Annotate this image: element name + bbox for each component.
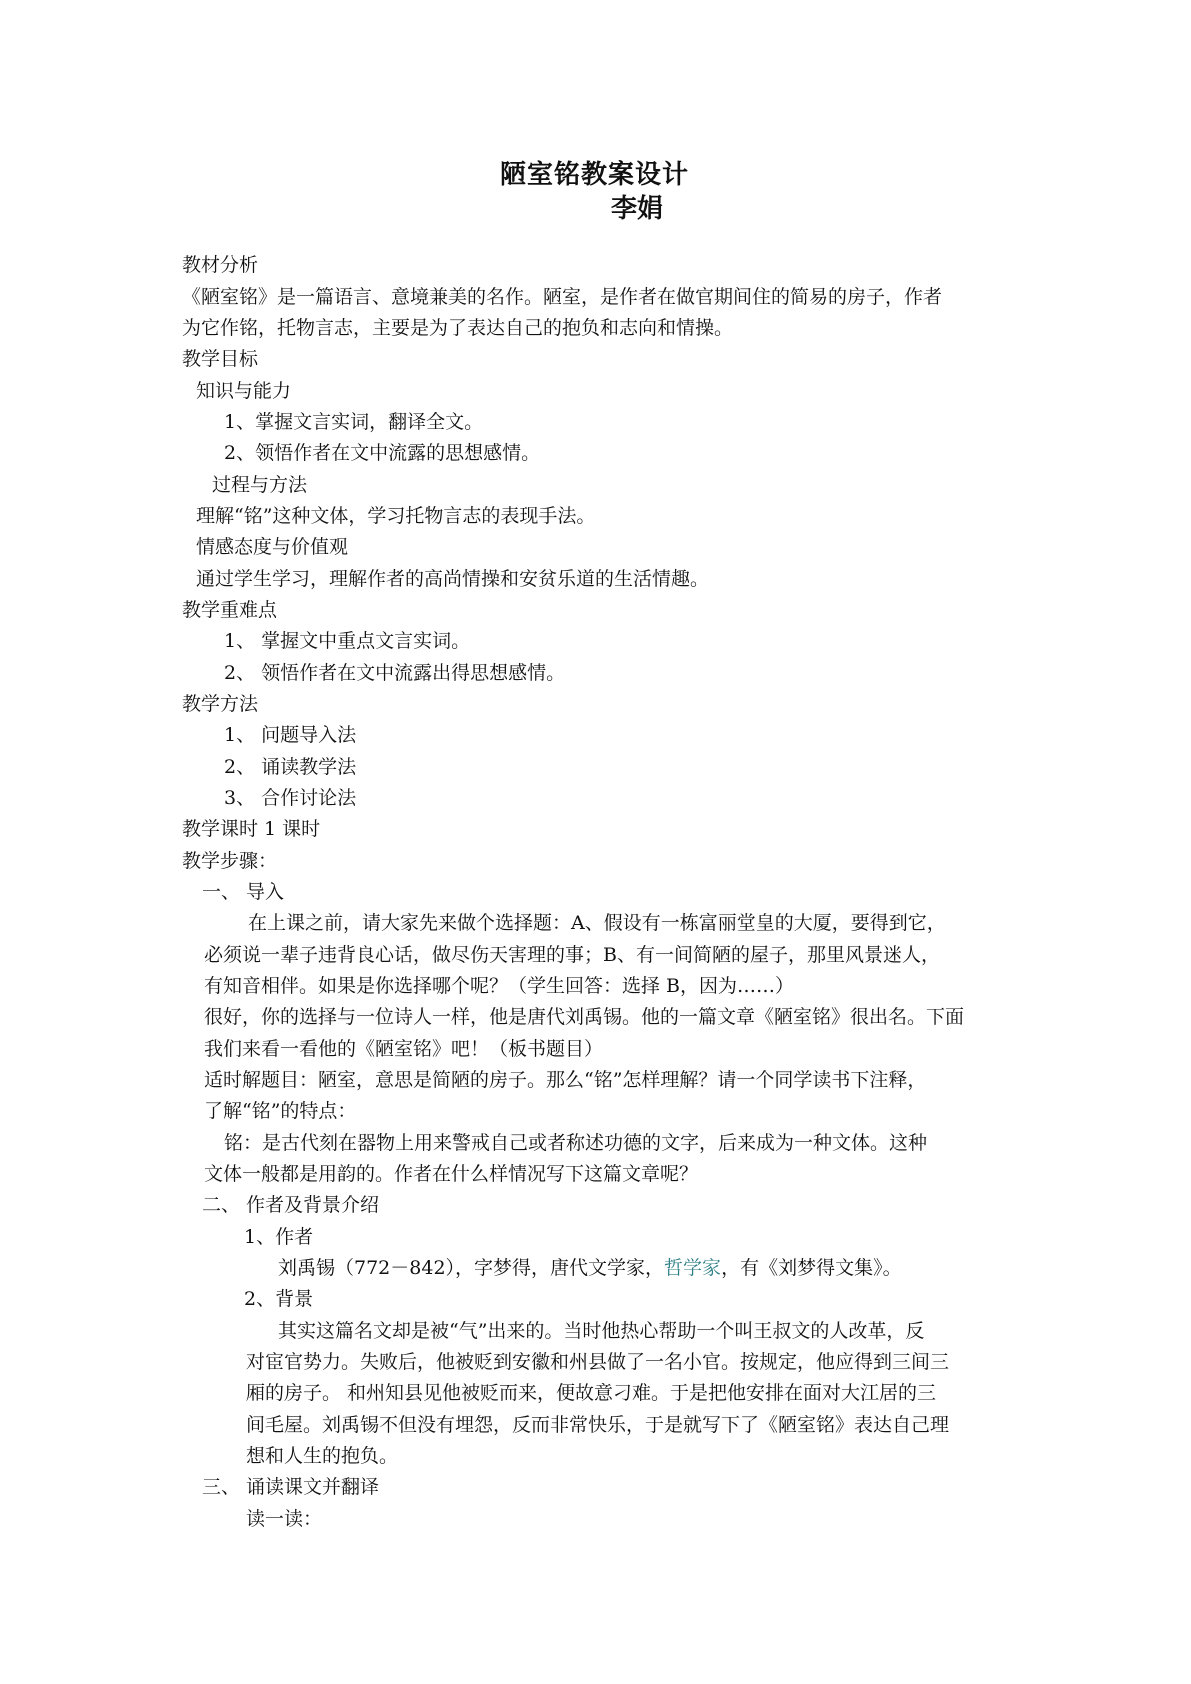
heading-teaching-goals: 教学目标	[182, 348, 259, 370]
paragraph-line: 铭：是古代刻在器物上用来警戒自己或者称述功德的文字，后来成为一种文体。这种	[224, 1132, 928, 1154]
heading-key-points: 教学重难点	[182, 599, 278, 621]
heading-teaching-steps: 教学步骤：	[182, 850, 278, 872]
list-item: 2、领悟作者在文中流露的思想感情。	[224, 442, 541, 464]
paragraph-line: 间毛屋。刘禹锡不但没有埋怨，反而非常快乐，于是就写下了《陋室铭》表达自己理	[246, 1414, 950, 1436]
section-heading-author-background: 二、 作者及背景介绍	[202, 1194, 380, 1216]
section-heading-intro: 一、 导入	[202, 881, 285, 903]
list-item: 2、 领悟作者在文中流露出得思想感情。	[224, 662, 566, 684]
paragraph-line: 在上课之前，请大家先来做个选择题：A、假设有一栋富丽堂皇的大厦，要得到它，	[248, 912, 946, 934]
paragraph-line: 了解“铭”的特点：	[204, 1100, 357, 1122]
subheading-author: 1、作者	[244, 1226, 314, 1248]
paragraph-line: 很好，你的选择与一位诗人一样，他是唐代刘禹锡。他的一篇文章《陋室铭》很出名。下面	[204, 1006, 965, 1028]
author-name: 李娟	[611, 194, 664, 224]
subheading-read: 读一读：	[246, 1508, 323, 1530]
section-heading-reading: 三、 诵读课文并翻译	[202, 1476, 380, 1498]
philosopher-link[interactable]: 哲学家	[664, 1257, 722, 1279]
paragraph-line: 《陋室铭》是一篇语言、意境兼美的名作。陋室，是作者在做官期间住的简易的房子，作者	[182, 286, 943, 308]
paragraph-line: 适时解题目：陋室，意思是简陋的房子。那么“铭”怎样理解？请一个同学读书下注释，	[204, 1069, 927, 1091]
paragraph-line: 厢的房子。 和州知县见他被贬而来，便故意刁难。于是把他安排在面对大江居的三	[246, 1382, 937, 1404]
paragraph-line: 必须说一辈子违背良心话，做尽伤天害理的事；B、有一间简陋的屋子，那里风景迷人，	[204, 944, 940, 966]
paragraph-line: 理解“铭”这种文体，学习托物言志的表现手法。	[196, 505, 596, 527]
heading-class-hours: 教学课时 1 课时	[182, 818, 321, 840]
author-intro-text: 刘禹锡（772－842），字梦得，唐代文学家，	[278, 1257, 665, 1279]
subheading-emotion: 情感态度与价值观	[196, 536, 349, 558]
list-item: 2、 诵读教学法	[224, 756, 357, 778]
paragraph-line: 有知音相伴。如果是你选择哪个呢？（学生回答：选择 B，因为……）	[204, 975, 795, 997]
list-item: 1、 掌握文中重点文言实词。	[224, 630, 471, 652]
paragraph-line: 为它作铭，托物言志，主要是为了表达自己的抱负和志向和情操。	[182, 317, 734, 339]
paragraph-line: 想和人生的抱负。	[246, 1445, 399, 1467]
list-item: 1、 问题导入法	[224, 724, 357, 746]
subheading-process: 过程与方法	[212, 474, 308, 496]
link-suffix: ，	[721, 1257, 741, 1279]
paragraph-line: 其实这篇名文却是被“气”出来的。当时他热心帮助一个叫王叔文的人改革，反	[278, 1320, 925, 1342]
paragraph-line: 通过学生学习，理解作者的高尚情操和安贫乐道的生活情趣。	[196, 568, 710, 590]
paragraph-line: 对宦官势力。失败后，他被贬到安徽和州县做了一名小官。按规定，他应得到三间三	[246, 1351, 950, 1373]
paragraph-line-author	[278, 1256, 902, 1280]
paragraph-line: 文体一般都是用韵的。作者在什么样情况写下这篇文章呢？	[204, 1163, 699, 1185]
subheading-knowledge: 知识与能力	[196, 380, 292, 402]
author-works-text: 有《刘梦得文集》。	[740, 1257, 902, 1279]
heading-teaching-methods: 教学方法	[182, 693, 259, 715]
page-title: 陋室铭教案设计	[500, 160, 690, 190]
paragraph-line: 我们来看一看他的《陋室铭》吧！（板书题目）	[204, 1038, 604, 1060]
list-item: 3、 合作讨论法	[224, 787, 357, 809]
subheading-background: 2、背景	[244, 1288, 314, 1310]
heading-textbook-analysis: 教材分析	[182, 254, 259, 276]
list-item: 1、掌握文言实词，翻译全文。	[224, 411, 484, 433]
